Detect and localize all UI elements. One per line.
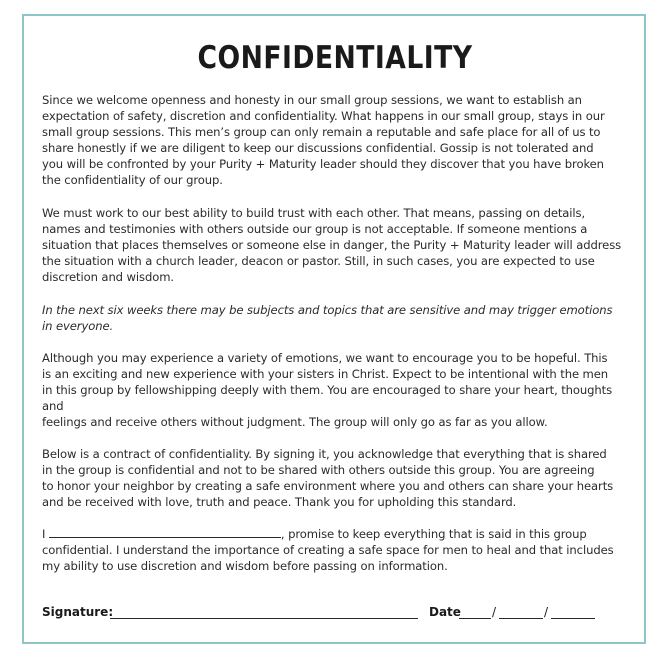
signature-field[interactable]	[110, 618, 418, 619]
paragraph-line: and	[42, 399, 64, 414]
signature-label: Signature:	[42, 605, 114, 619]
paragraph-line: situation that places themselves or someone else in danger, the Purity + Maturity leader will address	[42, 238, 622, 253]
paragraph-line: small group sessions. This men’s group can only remain a reputable and safe place for all of us to	[42, 125, 601, 140]
paragraph-line: the confidentiality of our group.	[42, 173, 223, 188]
promise-line	[42, 526, 638, 542]
paragraph-line: feelings and receive others without judgment. The group will only go as far as you allow.	[42, 415, 548, 430]
paragraph-line: in the group is confidential and not to be shared with others outside this group. You are agreeing	[42, 463, 595, 478]
date-month-field[interactable]	[459, 618, 491, 619]
paragraph-line: in everyone.	[42, 319, 114, 334]
paragraph-line: We must work to our best ability to build trust with each other. That means, passing on details,	[42, 206, 586, 220]
date-separator: /	[544, 605, 549, 619]
promise-suffix: , promise to keep everything that is said in this group	[280, 527, 587, 541]
page-title: CONFIDENTIALITY	[197, 40, 473, 76]
paragraph-line: discretion and wisdom.	[42, 270, 175, 285]
date-year-field[interactable]	[551, 618, 595, 619]
paragraph-line: and be received with love, truth and peace. Thank you for upholding this standard.	[42, 495, 517, 510]
paragraph-line: you will be confronted by your Purity + Maturity leader should they discover that you have broken	[42, 157, 604, 172]
paragraph-line: names and testimonies with others outside our group is not acceptable. If someone mentions a	[42, 222, 588, 237]
paragraph-line: in this group by fellowshipping deeply with them. You are encouraged to share your heart, thoughts	[42, 383, 613, 398]
paragraph-emotions	[42, 350, 638, 430]
promise-prefix: I	[42, 527, 46, 541]
paragraph-line: my ability to use discretion and wisdom before passing on information.	[42, 559, 448, 574]
paragraph-line: expectation of safety, discretion and confidentiality. What happens in our small group, stays in our	[42, 109, 605, 124]
paragraph-safety	[42, 92, 638, 189]
paragraph-line: In the next six weeks there may be subjects and topics that are sensitive and may trigger emotions	[42, 303, 613, 317]
name-blank-field[interactable]	[49, 526, 281, 538]
paragraph-line: Although you may experience a variety of emotions, we want to encourage you to be hopeful. This	[42, 351, 608, 365]
date-day-field[interactable]	[499, 618, 543, 619]
date-separator: /	[492, 605, 497, 619]
paragraph-line: to honor your neighbor by creating a safe environment where you and others can share your hearts	[42, 479, 614, 494]
paragraph-line: confidential. I understand the importance of creating a safe space for men to heal and that includes	[42, 543, 614, 558]
paragraph-promise	[42, 526, 638, 574]
signature-row	[42, 605, 632, 623]
paragraph-line: Below is a contract of confidentiality. By signing it, you acknowledge that everything that is shared	[42, 447, 607, 461]
paragraph-italic-note	[42, 302, 638, 334]
date-label: Date	[429, 605, 461, 619]
paragraph-line: share honestly if we are diligent to keep our discussions confidential. Gossip is not tolerated and	[42, 141, 594, 156]
paragraph-trust	[42, 205, 638, 285]
paragraph-line: is an exciting and new experience with your sisters in Christ. Expect to be intentional with the men	[42, 367, 609, 382]
paragraph-line: the situation with a church leader, deacon or pastor. Still, in such cases, you are expected to use	[42, 254, 595, 269]
paragraph-contract	[42, 446, 638, 510]
paragraph-line: Since we welcome openness and honesty in our small group sessions, we want to establish an	[42, 93, 582, 107]
